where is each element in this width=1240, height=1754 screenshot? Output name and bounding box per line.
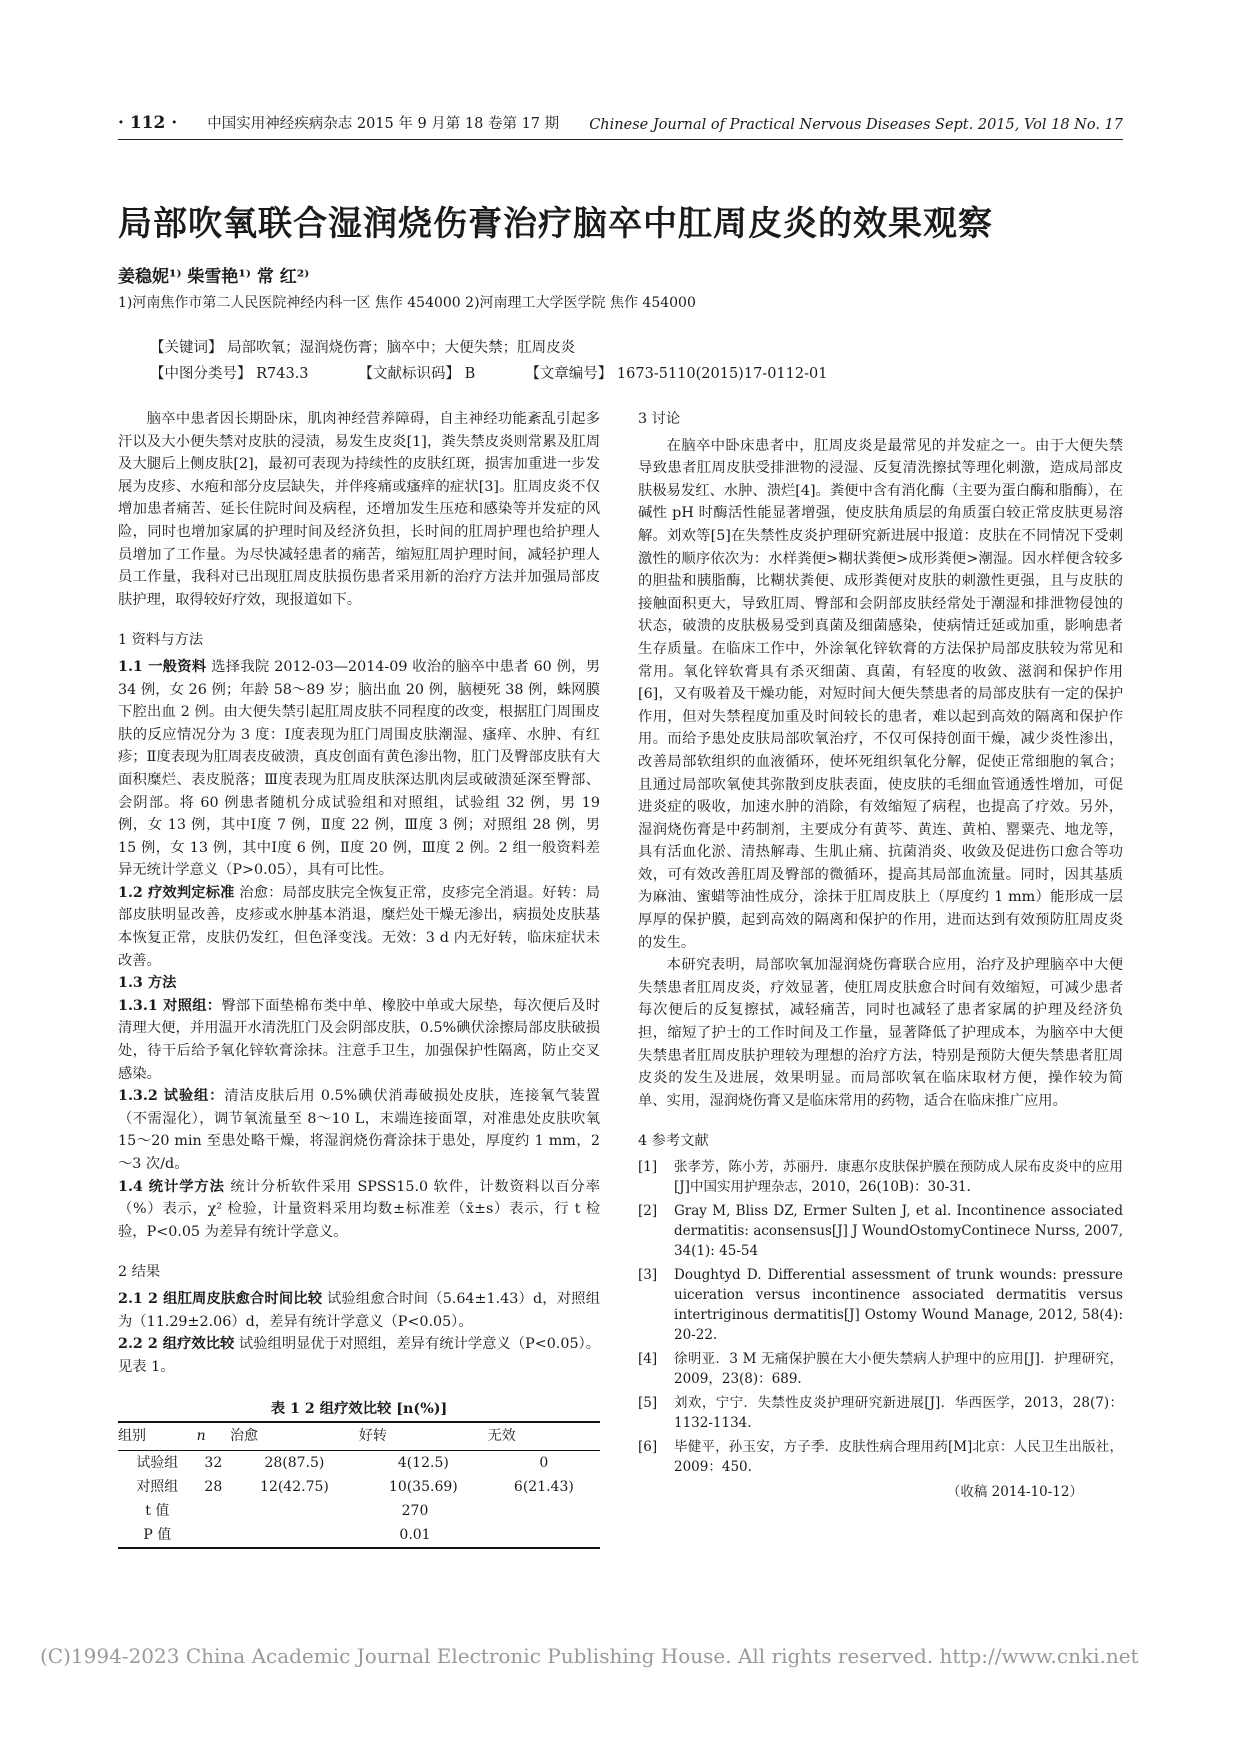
s14-heading: 1.4 统计学方法 (118, 1178, 225, 1195)
s14-text: 统计分析软件采用 SPSS15.0 软件，计数资料以百分率（%）表示，χ² 检验，计量资料采用均数±标准差（x̄±s）表示，行 t 检验，P<0.05 为差异有统计学意义。 (118, 1178, 601, 1240)
table-cell: 12(42.75) (260, 1478, 329, 1495)
t-label: t 值 (145, 1502, 170, 1519)
s22-text: 试验组明显优于对照组，差异有统计学意义（P<0.05）。见表 1。 (118, 1336, 601, 1375)
reference-item: [1] 张孝芳，陈小芳，苏丽丹．康惠尔皮肤保护膜在预防成人尿布皮炎中的应用[J]中国实用护理杂志，2010，26(10B)：30-31. (638, 1159, 1123, 1195)
table-cell: 6(21.43) (513, 1478, 574, 1495)
left-column (118, 408, 600, 1549)
table-cell: 对照组 (136, 1478, 179, 1495)
reference-item: [4] 徐明亚．3 M 无痛保护膜在大小便失禁病人护理中的应用[J]．护理研究，2009，23(8)：689. (638, 1351, 1123, 1387)
affiliation: 1)河南焦作市第二人民医院神经内科一区 焦作 454000 2)河南理工大学医学院 焦作 454000 (118, 295, 696, 311)
table-cell: 0 (539, 1454, 549, 1471)
section-1-2 (118, 882, 600, 972)
s11-heading: 1.1 一般资料 (118, 658, 207, 675)
section-1-heading: 1 资料与方法 (118, 632, 204, 649)
right-column (638, 408, 1123, 1504)
table-row-p (118, 1523, 600, 1548)
col-improved: 好转 (359, 1422, 488, 1450)
table-cell: 10(35.69) (388, 1478, 458, 1495)
reference-item: [6] 毕健平，孙玉安，方子季．皮肤性病合理用药[M]北京：人民卫生出版社，2009：450. (638, 1439, 1123, 1475)
reference-item: [2] Gray M, Bliss DZ, Ermer Sulten J, et al. Incontinence associated dermatitis: aconsensus[J] J WoundOstomyContinece Nurss, 2007, 34(1): 45-54 (638, 1203, 1123, 1259)
running-header (118, 112, 1123, 140)
s132-heading: 1.3.2 试验组： (118, 1088, 225, 1105)
table-header-row (118, 1422, 600, 1450)
table-row-t (118, 1499, 600, 1523)
journal-cn: 中国实用神经疾病杂志 2015 年 9 月第 18 卷第 17 期 (207, 116, 560, 132)
s132-text: 清洁皮肤后用 0.5%碘伏消毒破损处皮肤，连接氧气装置（不需湿化），调节氧流量至 8～10 L，末端连接面罩，对准患处皮肤吹氧 15～20 min 至患处略干燥，将湿润烧伤膏涂抹于患处，厚度约 1 mm，2～3 次/d。 (118, 1088, 600, 1172)
discussion-paragraph-1: 在脑卒中卧床患者中，肛周皮炎是最常见的并发症之一。由于大便失禁导致患者肛周皮肤受排泄物的浸湿、反复清洗擦拭等理化刺激，造成局部皮肤极易发红、水肿、溃烂[4]。粪便中含有消化酶（主要为蛋白酶和脂酶），在碱性 pH 时酶活性能显著增强，使皮肤角质层的角质蛋白较正常皮肤更易溶解。刘欢等[5]在失禁性皮炎护理研究新进展中报道：皮肤在不同情况下受刺激性的顺序依次为：水样粪便>糊状粪便>成形粪便>潮湿。因水样便含较多的胆盐和胰脂酶，比糊状粪便、成形粪便对皮肤的刺激性更强，且与皮肤的接触面积更大，导致肛周、臀部和会阴部皮肤经常处于潮湿和排泄物侵蚀的状态，破溃的皮肤极易受到真菌及细菌感染，使病情迁延或加重，影响患者生存质量。在临床工作中，外涂氧化锌软膏的方法保护局部皮肤较为常见和常用。氧化锌软膏具有杀灭细菌、真菌，有轻度的收敛、滋润和保护作用[6]，又有吸着及干燥功能，对短时间大便失禁患者的局部皮肤有一定的保护作用，但对失禁程度加重及时间较长的患者，难以起到高效的隔离和保护作用。而给予患处皮肤局部吹氧治疗，不仅可保持创面干燥，减少炎性渗出，改善局部软组织的血液循环，使坏死组织氧化分解，促使正常细胞的氧合；且通过局部吹氧使其弥散到皮肤表面，使皮肤的毛细血管通透性增加，可促进炎症的吸收，加速水肿的消除，有效缩短了病程，也提高了疗效。另外，湿润烧伤膏是中药制剂，主要成分有黄芩、黄连、黄柏、罂粟壳、地龙等，具有活血化淤、清热解毒、生肌止痛、抗菌消炎、收敛及促进伤口愈合等功效，可有效改善肛周及臀部的微循环，提高其局部血流量。同时，因其基质为麻油、蜜蜡等油性成分，涂抹于肛周皮肤上（厚度约 1 mm）能形成一层厚厚的保护膜，起到高效的隔离和保护的作用，进而达到有效预防肛周皮炎的发生。 (638, 437, 1123, 951)
section-2-2 (118, 1333, 600, 1378)
article-title: 局部吹氧联合湿润烧伤膏治疗脑卒中肛周皮炎的效果观察 (118, 204, 993, 244)
t-value: 270 (401, 1502, 429, 1519)
table-cell: 28 (204, 1478, 223, 1495)
s13-heading: 1.3 方法 (118, 975, 177, 992)
col-n: n (197, 1422, 230, 1450)
s12-text: 治愈：局部皮肤完全恢复正常，皮疹完全消退。好转：局部皮肤明显改善，皮疹或水肿基本消退，糜烂处干燥无渗出，病损处皮肤基本恢复正常，皮肤仍发红，但色泽变浅。无效：3 d 内无好转，临床症状未改善。 (118, 884, 600, 969)
s21-text: 试验组愈合时间（5.64±1.43）d，对照组为（11.29±2.06）d，差异有统计学意义（P<0.05）。 (118, 1290, 600, 1330)
article-number: 【文章编号】 1673-5110(2015)17-0112-01 (525, 366, 828, 382)
section-2-heading: 2 结果 (118, 1264, 161, 1281)
reference-item: [3] Doughtyd D. Differential assessment of trunk wounds: pressure uiceration versus incontinence associated dermatitis versus intertriginous dermatitis[J] Ostomy Wound Manage, 2012, 58(4): 20-22. (638, 1267, 1123, 1343)
clc-number: 【中图分类号】 R743.3 (150, 366, 309, 382)
section-1-1 (118, 656, 600, 882)
table-row (118, 1475, 600, 1499)
table-cell: 试验组 (136, 1454, 179, 1471)
reference-item: [5] 刘欢，宁宁．失禁性皮炎护理研究新进展[J]．华西医学，2013，28(7)：1132-1134. (638, 1395, 1123, 1431)
s11-text: 选择我院 2012-03—2014-09 收治的脑卒中患者 60 例，男 34 例，女 26 例；年龄 58～89 岁；脑出血 20 例，脑梗死 38 例，蛛网膜下腔出血 2 例。由大便失禁引起肛周皮肤不同程度的改变，根据肛门周围皮肤的反应情况分为 3 度：Ⅰ度表现为肛门周围皮肤潮湿、瘙痒、水肿、有红疹；Ⅱ度表现为肛周表皮破溃，真皮创面有黄色渗出物，肛门及臀部皮肤有大面积糜烂、表皮脱落；Ⅲ度表现为肛周皮肤深达肌肉层或破溃延深至臀部、会阴部。将 60 例患者随机分成试验组和对照组，试验组 32 例，男 19 例，女 13 例，其中Ⅰ度 7 例，Ⅱ度 22 例，Ⅲ度 3 例；对照组 28 例，男 15 例，女 13 例，其中Ⅰ度 6 例，Ⅱ度 20 例，Ⅲ度 2 例。2 组一般资料差异无统计学意义（P>0.05），具有可比性。 (118, 658, 601, 879)
s22-heading: 2.2 2 组疗效比较 (118, 1336, 235, 1353)
intro-paragraph: 脑卒中患者因长期卧床，肌肉神经营养障碍，自主神经功能紊乱引起多汗以及大小便失禁对皮肤的浸渍，易发生皮炎[1]，粪失禁皮炎则常累及肛周及大腿后上侧皮肤[2]，最初可表现为持续性的皮肤红斑，损害加重进一步发展为皮疹、水疱和部分皮层缺失，并伴疼痛或瘙痒的症状[3]。肛周皮炎不仅增加患者痛苦、延长住院时间及病程，还增加发生压疮和感染等并发症的风险，同时也增加家属的护理时间及经济负担，长时间的肛周护理也给护理人员增加了工作量。为尽快减轻患者的痛苦，缩短肛周护理时间，减轻护理人员工作量，我科对已出现肛周皮肤损伤患者采用新的治疗方法并加强局部皮肤护理，取得较好疗效，现报道如下。 (118, 411, 600, 608)
s12-heading: 1.2 疗效判定标准 (118, 884, 235, 901)
col-cured: 治愈 (230, 1422, 359, 1450)
s21-heading: 2.1 2 组肛周皮肤愈合时间比较 (118, 1290, 323, 1307)
keywords: 【关键词】 局部吹氧；湿润烧伤膏；脑卒中；大便失禁；肛周皮炎 (150, 340, 576, 356)
col-ineffective: 无效 (488, 1422, 600, 1450)
page-number: · 112 · (118, 113, 178, 133)
classification-line (150, 362, 827, 383)
section-3-heading: 3 讨论 (638, 411, 681, 427)
reference-list (638, 1157, 1123, 1477)
table-cell: 32 (204, 1454, 223, 1471)
p-value: 0.01 (230, 1523, 600, 1548)
section-1-3-2 (118, 1085, 600, 1175)
table-cell: 4(12.5) (397, 1454, 449, 1471)
discussion-paragraph-2: 本研究表明，局部吹氧加湿润烧伤膏联合应用，治疗及护理脑卒中大便失禁患者肛周皮炎，疗效显著，使肛周皮肤愈合时间有效缩短，可减少患者每次便后的反复擦拭，减轻痛苦，同时也减轻了患者家属的护理及经济负担，缩短了护士的工作时间及工作量，显著降低了护理成本，为脑卒中大便失禁患者肛周皮肤护理较为理想的治疗方法，特别是预防大便失禁患者肛周皮炎的发生及进展，效果明显。而局部吹氧在临床取材方便，操作较为简单、实用，湿润烧伤膏又是临床常用的药物，适合在临床推广应用。 (638, 957, 1123, 1109)
copyright-footer: (C)1994-2023 China Academic Journal Electronic Publishing House. All rights reserved. http://www.cnki.net (40, 1644, 1139, 1668)
col-group: 组别 (118, 1422, 197, 1450)
section-1-3-1 (118, 995, 600, 1085)
section-1-4 (118, 1176, 600, 1244)
authors: 姜稳妮¹⁾ 柴雪艳¹⁾ 常 红²⁾ (118, 267, 310, 287)
table-cell: 28(87.5) (264, 1454, 325, 1471)
s131-text: 臀部下面垫棉布类中单、橡胶中单或大尿垫，每次便后及时清理大便，并用温开水清洗肛门及会阴部皮肤，0.5%碘伏涂擦局部皮肤破损处，待干后给予氧化锌软膏涂抹。注意手卫生，加强保护性隔离，防止交叉感染。 (118, 997, 601, 1082)
s131-heading: 1.3.1 对照组： (118, 997, 222, 1014)
journal-en: Chinese Journal of Practical Nervous Diseases Sept. 2015, Vol 18 No. 17 (589, 117, 1123, 133)
results-table (118, 1421, 600, 1549)
table-row (118, 1450, 600, 1475)
section-4-heading: 4 参考文献 (638, 1133, 709, 1150)
doc-code: 【文献标识码】 B (358, 366, 476, 382)
table-caption: 表 1 2 组疗效比较 [n(%)] (270, 1401, 448, 1418)
received-date: （收稿 2014-10-12） (946, 1484, 1083, 1500)
section-2-1 (118, 1288, 600, 1333)
p-label: P 值 (118, 1523, 197, 1548)
